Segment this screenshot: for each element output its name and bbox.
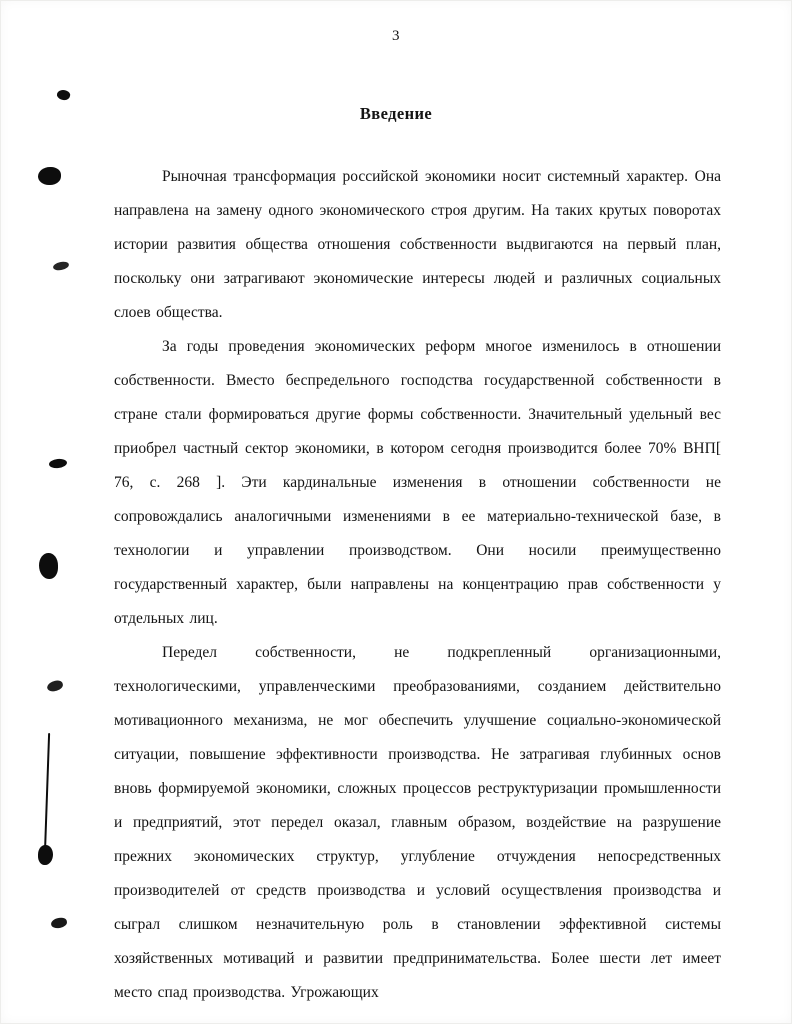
paragraph-1: Рыночная трансформация российской экономики носит системный характер. Она направлена на замену одного экономического строя другим. На таких крутых поворотах истории развития общества отношения собственности выдвигаются на первый план, поскольку они затрагивают экономические интересы людей и различных социальных слоев общества. [114, 168, 721, 321]
ink-blot [38, 845, 53, 865]
pen-stroke [44, 733, 50, 855]
paragraph-2: За годы проведения экономических реформ многое изменилось в отношении собственности. Вместо беспредельного господства государственной собственности в стране стали формироваться другие формы собственности. Значительный удельный вес приобрел частный сектор экономики, в котором сегодня производится более 70% ВНП[ 76, с. 268 ]. Эти кардинальные изменения в отношении собственности не сопровождались аналогичными изменениями в ее материально-технической базе, в технологии и управлении производством. Они носили преимущественно государственный характер, были направлены на концентрацию прав собственности у отдельных лиц. [114, 338, 721, 627]
page-number: 3 [392, 28, 400, 44]
section-title: Введение [359, 104, 433, 123]
ink-blot [46, 679, 64, 693]
ink-blot [52, 260, 69, 271]
ink-blot [50, 917, 67, 930]
ink-blot [38, 167, 61, 185]
body-text [114, 160, 721, 1010]
ink-blot [49, 458, 68, 469]
paragraph-3: Передел собственности, не подкрепленный организационными, технологическими, управленческими преобразованиями, созданием действительно мотивационного механизма, не мог обеспечить улучшение социально-экономической ситуации, повышение эффективности производства. Не затрагивая глубинных основ вновь формируемой экономики, сложных процессов реструктуризации промышленности и предприятий, этот передел оказал, главным образом, воздействие на разрушение прежних экономических структур, углубление отчуждения непосредственных производителей от средств производства и условий осуществления производства и сыграл слишком незначительную роль в становлении эффективной системы хозяйственных мотиваций и развитии предпринимательства. Более шести лет имеет место спад производства. Угрожающих [114, 644, 721, 1001]
ink-blot [56, 88, 71, 102]
ink-blot [39, 553, 58, 579]
